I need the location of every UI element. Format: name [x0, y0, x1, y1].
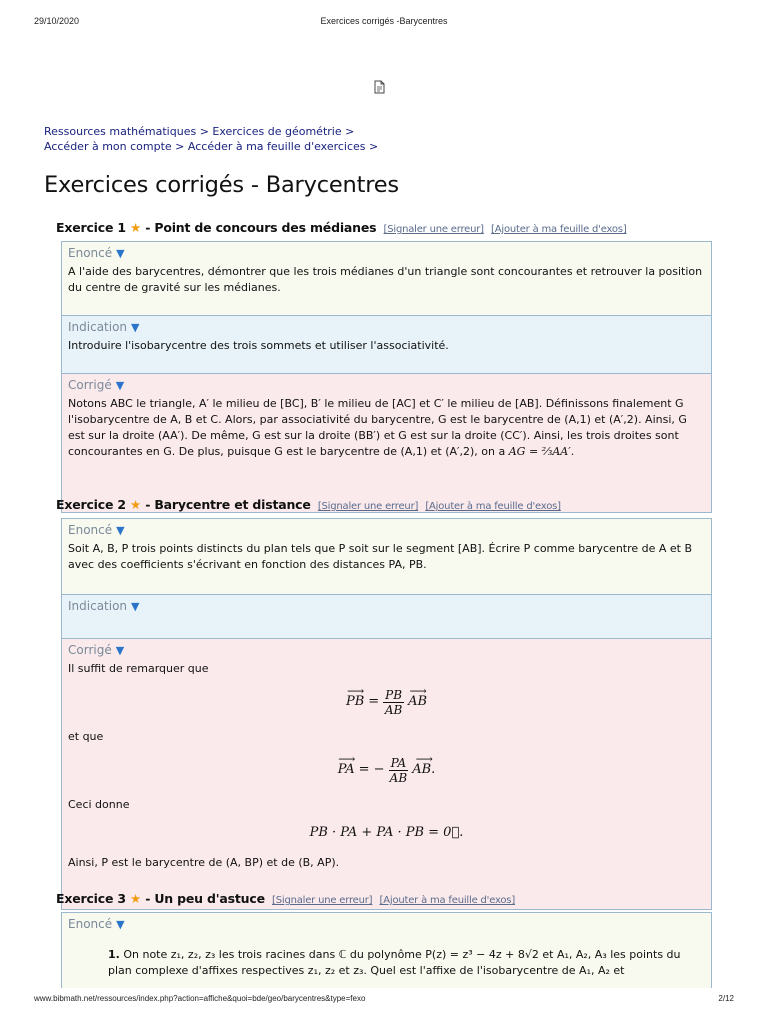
breadcrumb-link-sheet[interactable]: Accéder à ma feuille d'exercices	[187, 140, 366, 153]
corrige-toggle[interactable]: Corrigé ▼	[68, 378, 125, 392]
enonce-text: 1. On note z₁, z₂, z₃ les trois racines dans ℂ du polynôme P(z) = z³ − 4z + 8√2 et A₁, A₂, A₃ les points du plan complexe d'affixes respectives z₁, z₂ et z₃. Quel est l'affixe de l'isobarycentre de A₁, A₂ et	[108, 948, 681, 977]
corrige-section	[62, 639, 711, 909]
exercise-1-box	[61, 241, 712, 513]
equation-3: PB · PA + PA · PB = 0⃗.	[309, 825, 464, 840]
corrige-formula: AG = ⅔AA′.	[508, 445, 575, 458]
document-icon	[374, 80, 385, 94]
indication-section	[62, 316, 711, 374]
enonce-toggle[interactable]: Enoncé ▼	[68, 246, 125, 260]
report-error-link[interactable]: [Signaler une erreur]	[272, 895, 373, 906]
triangle-down-icon: ▼	[131, 321, 140, 334]
print-header	[34, 16, 734, 30]
breadcrumb: Ressources mathématiques > Exercices de géométrie > Accéder à mon compte > Accéder à ma feuille d'exercices >	[44, 125, 379, 153]
breadcrumb-link-ressources[interactable]: Ressources mathématiques	[44, 125, 197, 138]
triangle-down-icon: ▼	[116, 247, 125, 260]
indication-toggle[interactable]: Indication ▼	[68, 599, 140, 613]
corrige-conclusion: Ainsi, P est le barycentre de (A, BP) et de (B, AP).	[68, 856, 340, 869]
indication-text: Introduire l'isobarycentre des trois sommets et utiliser l'associativité.	[68, 339, 449, 352]
star-icon: ★	[130, 497, 142, 512]
indication-section	[62, 595, 711, 639]
enonce-toggle[interactable]: Enoncé ▼	[68, 523, 125, 537]
exercise-3-box	[61, 912, 712, 988]
exercise-3-title: Exercice 3 ★ - Un peu d'astuce [Signaler une erreur] [Ajouter à ma feuille d'exos]	[56, 891, 516, 906]
corrige-gives: Ceci donne	[68, 798, 130, 811]
add-to-sheet-link[interactable]: [Ajouter à ma feuille d'exos]	[491, 224, 627, 235]
triangle-down-icon: ▼	[131, 600, 140, 613]
print-url: www.bibmath.net/ressources/index.php?action=affiche&quoi=bde/geo/barycentres&type=fexo	[34, 994, 366, 1003]
report-error-link[interactable]: [Signaler une erreur]	[383, 224, 484, 235]
page-number: 2/12	[718, 994, 734, 1003]
breadcrumb-link-account[interactable]: Accéder à mon compte	[44, 140, 172, 153]
corrige-intro: Il suffit de remarquer que	[68, 662, 209, 675]
star-icon: ★	[130, 220, 142, 235]
report-error-link[interactable]: [Signaler une erreur]	[317, 501, 419, 512]
corrige-text: Notons ABC le triangle, A′ le milieu de [BC], B′ le milieu de [AC] et C′ le milieu de [AB]. Définissons finalement G l'isobarycentre de A, B et C. Alors, par associativité du barycentre, G est le barycentre de (A,1) et (A′,2). Ainsi, G est sur la droite (AA′). De même, G est sur la droite (BB′) et G est sur la droite (CC′). Ainsi, les trois droites sont concourantes en G. De plus, puisque G est le barycentre de (A,1) et (A′,2), on a AG = ⅔AA′.	[68, 397, 687, 458]
page-title: Exercices corrigés - Barycentres	[44, 172, 399, 198]
triangle-down-icon: ▼	[116, 524, 125, 537]
print-date: 29/10/2020	[34, 16, 80, 26]
enonce-text: Soit A, B, P trois points distincts du plan tels que P soit sur le segment [AB]. Écrire P comme barycentre de A et B avec des coefficients s'écrivant en fonction des distances PA, PB.	[68, 542, 693, 571]
exercise-2-title: Exercice 2 ★ - Barycentre et distance [Signaler une erreur] [Ajouter à ma feuille d'exos]	[56, 497, 561, 512]
triangle-down-icon: ▼	[116, 918, 125, 931]
add-to-sheet-link[interactable]: [Ajouter à ma feuille d'exos]	[379, 895, 516, 906]
print-title: Exercices corrigés -Barycentres	[320, 16, 448, 26]
equation-2: ⟶ PA = − $\frac{PA}{AB}$ ⟶ AB.	[68, 745, 705, 795]
equation-1: ⟶ PB = $\frac{PB}{AB}$ ⟶ AB	[68, 677, 705, 727]
star-icon: ★	[130, 891, 142, 906]
enonce-section	[62, 913, 711, 988]
exercise-1-title: Exercice 1 ★ - Point de concours des médianes [Signaler une erreur] [Ajouter à ma feuille d'exos]	[56, 220, 627, 235]
corrige-section	[62, 374, 711, 512]
triangle-down-icon: ▼	[115, 644, 125, 657]
add-to-sheet-link[interactable]: [Ajouter à ma feuille d'exos]	[425, 501, 561, 512]
exercise-2-box	[61, 518, 712, 910]
enonce-text: A l'aide des barycentres, démontrer que les trois médianes d'un triangle sont concourantes et retrouver la position du centre de gravité sur les médianes.	[68, 265, 703, 294]
breadcrumb-link-geometrie[interactable]: Exercices de géométrie	[212, 125, 342, 138]
enonce-section	[62, 519, 711, 595]
enonce-section	[62, 242, 711, 316]
enonce-toggle[interactable]: Enoncé ▼	[68, 917, 125, 931]
corrige-and-that: et que	[68, 730, 104, 743]
triangle-down-icon: ▼	[115, 379, 125, 392]
indication-toggle[interactable]: Indication ▼	[68, 320, 140, 334]
corrige-toggle[interactable]: Corrigé ▼	[68, 643, 125, 657]
